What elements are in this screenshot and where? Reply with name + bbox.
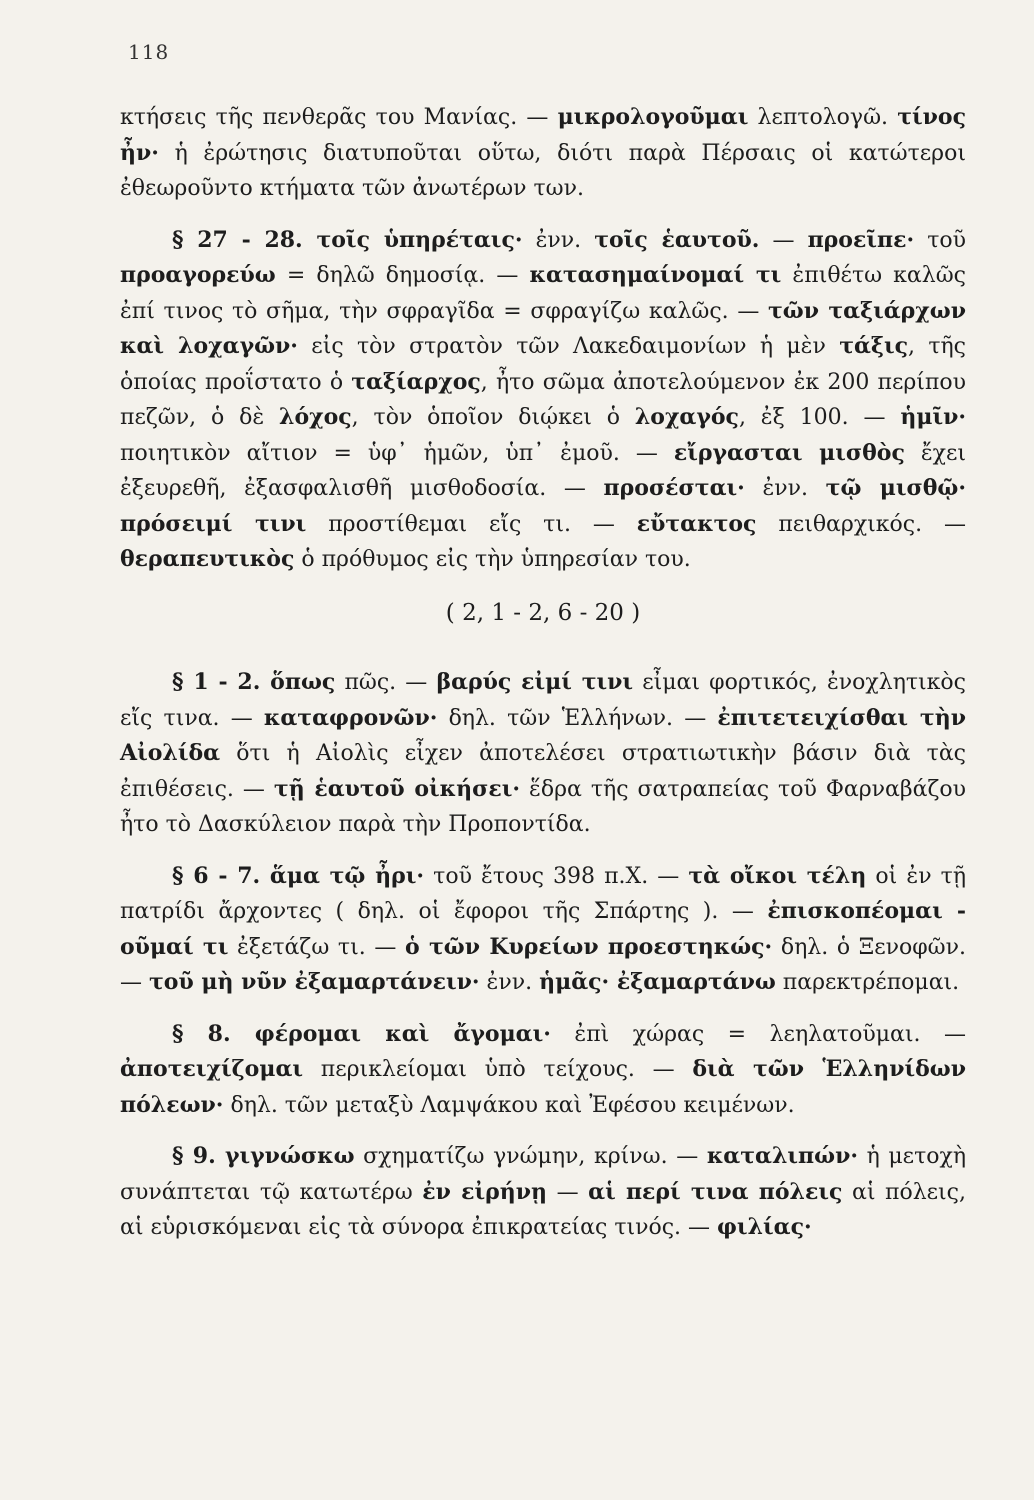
paragraph-section-27-28 (120, 223, 966, 578)
paragraph-section-6-7 (120, 859, 966, 1001)
gloss-text: ἕδρα τῆς σατραπείας τοῦ Φαρναβάζου ἦτο τὸ Δασκύλειον παρὰ τὴν Προποντίδα. (120, 776, 966, 837)
lemma-term: καταφρονῶν· (263, 704, 438, 731)
gloss-text: πῶς. — (335, 670, 437, 695)
commentary-text (120, 100, 966, 1262)
gloss-text: δηλ. τῶν μεταξὺ Λαμψάκου καὶ Ἐφέσου κειμένων. (223, 1092, 795, 1118)
gloss-text: εἰς τὸν στρατὸν τῶν Λακεδαιμονίων ἡ μὲν (297, 334, 840, 359)
gloss-text: ἐπὶ χώρας = λεηλατοῦμαι. — (550, 1021, 966, 1047)
lemma-term: μικρολογοῦμαι (557, 104, 749, 130)
lemma-term: τοῖς ἑαυτοῦ. (594, 226, 760, 253)
lemma-term: λοχαγός (634, 404, 739, 430)
gloss-text: ἐπιθέτω καλῶς ἐπί τινος τὸ σῆμα, τὴν σφραγῖδα = σφραγίζω καλῶς. — (120, 263, 966, 324)
gloss-text: κτήσεις τῆς πενθερᾶς του Μανίας. — (120, 105, 558, 130)
lemma-term: θεραπευτικὸς (120, 546, 295, 572)
gloss-text: ἐνν. (744, 476, 826, 501)
gloss-text: οἱ ἐν τῇ πατρίδι ἄρχοντες ( δηλ. οἱ ἔφοροι τῆς Σπάρτης ). — (120, 863, 966, 924)
gloss-text: ὁ πρόθυμος εἰς τὴν ὑπηρεσίαν του. (294, 547, 691, 572)
lemma-term: βαρύς εἰμί τινι (436, 669, 634, 695)
page-number: 118 (128, 40, 170, 64)
lemma-term: ἐπιτετειχίσθαι τὴν Αἰολίδα (120, 704, 966, 766)
lemma-term: τίνος ἦν· (120, 104, 966, 166)
gloss-text: ἐξετάζω τι. — (228, 934, 406, 960)
paragraph-section-9 (120, 1139, 966, 1246)
paragraph-section-1-2 (120, 665, 966, 843)
gloss-text: ἐνν. (479, 970, 540, 995)
lemma-term: ἐν εἰρήνῃ (422, 1178, 548, 1205)
lemma-term: τῶν ταξιάρχων καὶ λοχαγῶν· (120, 297, 966, 359)
gloss-text: δηλ. τῶν Ἑλλήνων. — (437, 705, 718, 731)
lemma-term: § 8. φέρομαι καὶ ἄγομαι· (172, 1020, 551, 1047)
gloss-text: πειθαρχικός. — (756, 511, 966, 537)
lemma-term: καταλιπών· (706, 1143, 859, 1169)
lemma-term: ἡμᾶς· ἐξαμαρτάνω (539, 969, 776, 995)
lemma-term: λόχος (279, 404, 352, 430)
lemma-term: προαγορεύω (120, 262, 276, 288)
gloss-text: ἡ μετοχὴ συνάπτεται τῷ κατωτέρω (120, 1144, 967, 1205)
lemma-term: προεῖπε· (807, 226, 915, 253)
gloss-text: παρεκτρέπομαι. (775, 970, 960, 995)
gloss-text: λεπτολογῶ. (748, 105, 898, 130)
lemma-term: εἴργασται μισθὸς (673, 439, 905, 466)
gloss-text: ἔχει ἐξευρεθῆ, ἐξασφαλισθῆ μισθοδοσία. — (120, 440, 966, 501)
gloss-text: προστίθεμαι εἴς τι. — (306, 511, 637, 537)
gloss-text: , τῆς ὁποίας προΐστατο ὁ (120, 334, 967, 395)
gloss-text: σχηματίζω γνώμην, κρίνω. — (354, 1144, 707, 1169)
gloss-text: εἶμαι φορτικός, ἐνοχλητικὸς εἴς τινα. — (120, 670, 966, 731)
gloss-text: ἐνν. (522, 227, 595, 253)
lemma-term: τὰ οἴκοι τέλη (688, 862, 867, 889)
lemma-term: ἐπισκοπέομαι - οῦμαί τι (120, 898, 967, 960)
lemma-term: τῷ μισθῷ· πρόσειμί τινι (120, 475, 966, 537)
lemma-term: τῇ ἑαυτοῦ οἰκήσει· (273, 775, 521, 802)
section-heading: ( 2, 1 - 2, 6 - 20 ) (445, 599, 641, 626)
lemma-term: § 9. γιγνώσκω (172, 1143, 355, 1169)
lemma-term: § 1 - 2. ὅπως (172, 669, 336, 695)
lemma-term: προσέσται· (603, 475, 745, 501)
lemma-term: § 27 - 28. τοῖς ὑπηρέταις· (172, 226, 523, 253)
gloss-text: = δηλῶ δημοσίᾳ. — (275, 263, 530, 288)
lemma-term: εὔτακτος (636, 510, 757, 537)
gloss-text: — (759, 227, 808, 253)
gloss-text: αἱ πόλεις, αἱ εὑρισκόμεναι εἰς τὰ σύνορα ἐπικρατείας τινός. — (120, 1179, 966, 1240)
lemma-term: ὁ τῶν Κυρείων προεστηκώς· (405, 933, 773, 960)
lemma-term: τάξις (839, 333, 908, 359)
lemma-term: κατασημαίνομαί τι (529, 262, 782, 288)
gloss-text: , τὸν ὁποῖον διῴκει ὁ (351, 405, 635, 430)
gloss-text: , ἐξ 100. — (738, 405, 901, 430)
lemma-term: τοῦ μὴ νῦν ἐξαμαρτάνειν· (149, 969, 480, 995)
lemma-term: ἡμῖν· (900, 404, 967, 430)
gloss-text: τοῦ (914, 227, 966, 253)
gloss-text: ποιητικὸν αἴτιον = ὑφ᾽ ἡμῶν, ὑπ᾽ ἐμοῦ. — (120, 440, 674, 466)
paragraph-continuation (120, 100, 966, 207)
gloss-text: — (547, 1179, 589, 1205)
lemma-term: φιλίας· (717, 1214, 812, 1240)
lemma-term: ταξίαρχος (351, 368, 481, 395)
gloss-text: , ἦτο σῶμα ἀποτελούμενον ἐκ 200 περίπου πεζῶν, ὁ δὲ (120, 369, 966, 430)
gloss-text: ἡ ἐρώτησις διατυποῦται οὕτω, διότι παρὰ Πέρσαις οἱ κατώτεροι ἐθεωροῦντο κτήματα τῶν ἀνωτέρων των. (120, 140, 966, 201)
gloss-text: περικλείομαι ὑπὸ τείχους. — (303, 1057, 693, 1082)
gloss-text: δηλ. ὁ Ξενοφῶν. — (120, 934, 966, 995)
gloss-text: τοῦ ἔτους 398 π.Χ. — (424, 863, 689, 889)
lemma-term: § 6 - 7. ἅμα τῷ ἦρι· (172, 862, 425, 889)
paragraph-section-8 (120, 1017, 966, 1124)
lemma-term: διὰ τῶν Ἑλληνίδων πόλεων· (120, 1056, 966, 1118)
gloss-text: ὅτι ἡ Αἰολὶς εἶχεν ἀποτελέσει στρατιωτικὴν βάσιν διὰ τὰς ἐπιθέσεις. — (120, 741, 966, 802)
lemma-term: αἱ περί τινα πόλεις (588, 1178, 843, 1205)
lemma-term: ἀποτειχίζομαι (120, 1056, 304, 1082)
